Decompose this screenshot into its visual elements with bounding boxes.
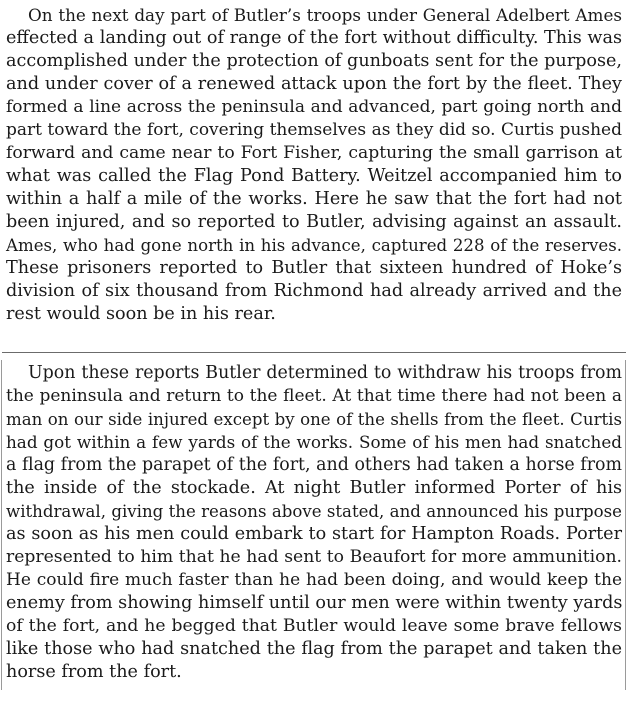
text-line: within a half a mile of the works. Here he saw that the fort had not [6, 189, 622, 209]
text-line: as soon as his men could embark to start for Hampton Roads. Porter [6, 524, 622, 544]
text-line: division of six thousand from Richmond had already arrived and the [6, 281, 622, 301]
scan-edge-left [1, 360, 2, 690]
text-line: of the fort, and he begged that Butler would leave some brave fellows [6, 616, 622, 636]
text-line: like those who had snatched the flag from the parapet and taken the [6, 639, 622, 659]
text-line: Upon these reports Butler determined to withdraw his troops from [28, 363, 622, 383]
text-line: part toward the fort, covering themselves as they did so. Curtis pushed [6, 120, 622, 140]
text-line: represented to him that he had sent to Beaufort for more ammunition. [6, 547, 622, 567]
text-line: been injured, and so reported to Butler, advising against an assault. [6, 212, 622, 232]
text-line: rest would soon be in his rear. [6, 304, 276, 324]
text-line: These prisoners reported to Butler that sixteen hundred of Hoke’s [6, 258, 622, 278]
text-line: horse from the fort. [6, 662, 182, 682]
text-line: accomplished under the protection of gunboats sent for the purpose, [6, 51, 622, 71]
text-line: the peninsula and return to the fleet. At that time there had not been a [6, 386, 622, 406]
text-line: On the next day part of Butler’s troops under General Adelbert Ames [28, 5, 622, 25]
text-line: and under cover of a renewed attack upon the fort by the fleet. They [6, 74, 622, 94]
text-line: had got within a few yards of the works. Some of his men had snatched [6, 432, 622, 452]
text-line: enemy from showing himself until our men were within twenty yards [6, 593, 623, 613]
text-line: effected a landing out of range of the fort without difficulty. This was [6, 28, 622, 48]
text-line: man on our side injured except by one of the shells from the fleet. Curtis [6, 410, 622, 429]
text-line: the inside of the stockade. At night Butler informed Porter of his [6, 478, 622, 498]
separator-rule [2, 352, 626, 353]
scan-edge-right [625, 360, 626, 690]
text-line: formed a line across the peninsula and advanced, part going north and [6, 97, 622, 117]
text-line: Ames, who had gone north in his advance, captured 228 of the reserves. [6, 236, 622, 255]
text-line: withdrawal, giving the reasons above stated, and announced his purpose [6, 502, 622, 521]
text-line: what was called the Flag Pond Battery. Weitzel accompanied him to [6, 166, 622, 186]
text-line: He could fire much faster than he had been doing, and would keep the [6, 570, 622, 590]
text-line: forward and came near to Fort Fisher, capturing the small garrison at [6, 143, 622, 163]
text-line: a flag from the parapet of the fort, and others had taken a horse from [6, 455, 622, 475]
